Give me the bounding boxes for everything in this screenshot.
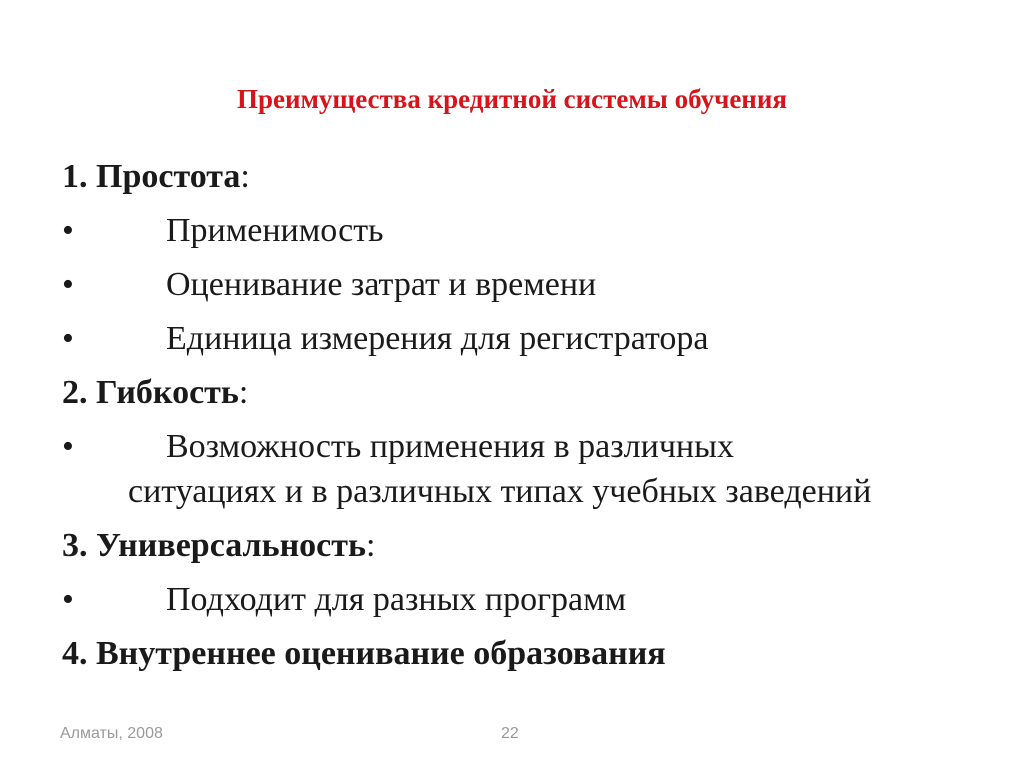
- bullet-dot: •: [62, 320, 74, 357]
- bullet-text: Применимость: [166, 212, 384, 249]
- heading-text: 2. Гибкость: [62, 374, 239, 411]
- bullet-dot: •: [62, 212, 74, 249]
- bullet-item: [62, 258, 962, 312]
- heading-colon: :: [365, 527, 376, 564]
- bullet-text: Возможность применения в различных ситуациях и в различных типах учебных заведений: [128, 428, 872, 510]
- section-heading-universality: [62, 519, 962, 573]
- heading-text: 4. Внутреннее оценивание образования: [62, 635, 666, 672]
- bullet-item: [62, 312, 962, 366]
- slide-content: [62, 150, 962, 681]
- heading-text: 1. Простота: [62, 158, 241, 195]
- page-number: 22: [501, 725, 519, 742]
- section-heading-internal-assessment: [62, 627, 962, 681]
- bullet-item: [62, 573, 962, 627]
- bullet-dot: •: [62, 581, 74, 618]
- heading-colon: :: [240, 158, 250, 195]
- bullet-item: [62, 204, 962, 258]
- section-heading-simplicity: [62, 150, 962, 204]
- bullet-dot: •: [62, 266, 74, 303]
- bullet-text: Подходит для разных программ: [166, 581, 627, 618]
- section-heading-flexibility: [62, 366, 962, 420]
- slide-title: Преимущества кредитной системы обучения: [236, 84, 788, 114]
- bullet-text: Единица измерения для регистратора: [166, 320, 709, 357]
- bullet-item: [62, 420, 962, 519]
- heading-colon: :: [238, 374, 249, 411]
- bullet-text: Оценивание затрат и времени: [166, 266, 597, 303]
- bullet-dot: •: [62, 428, 74, 465]
- heading-text: 3. Универсальность: [62, 527, 366, 564]
- footer-location-year: Алматы, 2008: [60, 725, 163, 742]
